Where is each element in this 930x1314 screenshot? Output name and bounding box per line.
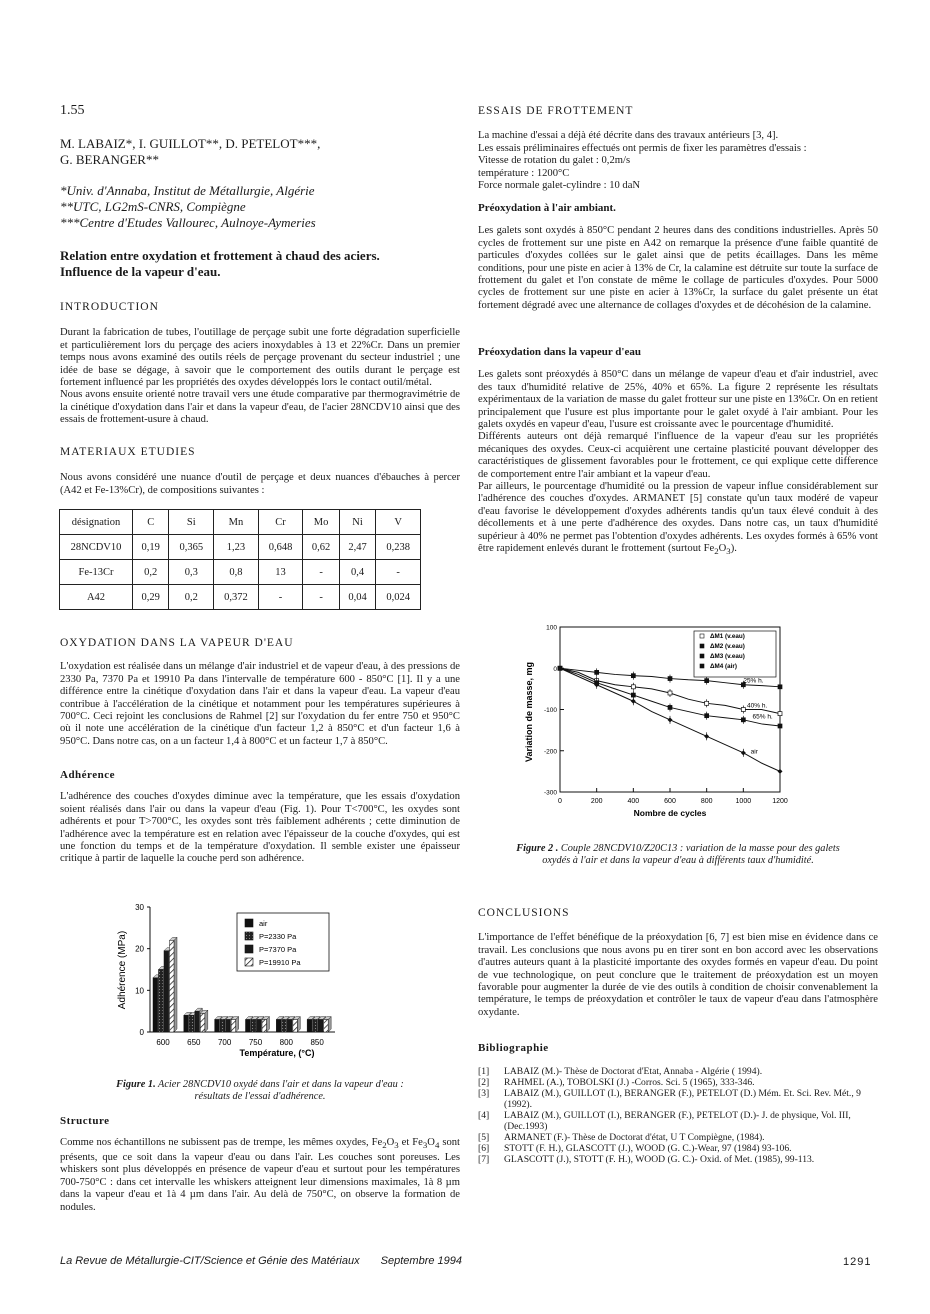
conclusions-heading: CONCLUSIONS <box>478 907 570 919</box>
table-cell: A42 <box>60 585 133 610</box>
bar <box>184 1015 189 1032</box>
materials-text: Nous avons considéré une nuance d'outil de perçage et deux nuances d'ébauches à percer (A42 et Fe-13%Cr), de compositions suivantes : <box>60 472 460 496</box>
table-header-cell: Ni <box>339 510 375 535</box>
data-point <box>741 750 746 755</box>
table-cell: 0,3 <box>169 560 214 585</box>
x-tick-label: 0 <box>558 798 562 805</box>
oxidation-text: L'oxydation est réalisée dans un mélange d'air industriel et de vapeur d'eau, à des pressions de 2330 Pa, 7370 Pa et 19910 Pa dans l'intervalle de température 600 - 850°C [1]. Il y a une différence entre la cinétique d'oxydation dans l'air et dans la vapeur d'eau. La vapeur d'eau contribue à l'accélération de la cinétique et notamment pour les températures supérieures à 700°C. Ceci rejoint les conclusions de Rahmel [2] sur l'oxydation du fer entre 750 et 950°C où il note une accélération de la cinétique d'un facteur 1,2 à 850°C et d'un facteur 1,6 à 950°C. Dans notre cas, on a un facteur 1,4 à 800°C et un facteur 1,7 à 850°C. <box>60 661 460 747</box>
affiliation-1: *Univ. d'Annaba, Institut de Métallurgie, Algérie <box>60 183 315 198</box>
table-cell: 28NCDV10 <box>60 535 133 560</box>
legend-label: P=7370 Pa <box>259 945 297 954</box>
table-cell: - <box>258 585 303 610</box>
bar <box>282 1020 287 1033</box>
bar <box>313 1020 318 1033</box>
conclusions-text: L'importance de l'effet bénéfique de la préoxydation [6, 7] est bien mise en évidence dans ce travail. Les conclusions que nous avons pu en tirer sont en bon accord avec les observations d'autres auteurs quant à la plasticité importante des oxydes formés en vapeur d'eau. Du point de vue technologique, on peut conclure que le traitement de préoxydation est un moyen favorable pour augmenter la durée de vie des outils à condition de choisir convenablement la température, le temps de préoxydation et contrôler le taux de vapeur d'eau dans l'atmosphère oxydante. <box>478 932 878 1018</box>
table-cell: - <box>303 560 339 585</box>
bar <box>246 1020 251 1033</box>
paper-number: 1.55 <box>60 103 85 118</box>
legend-label: P=2330 Pa <box>259 932 297 941</box>
table-cell: Fe-13Cr <box>60 560 133 585</box>
bar <box>324 1020 329 1033</box>
bar <box>226 1020 231 1033</box>
legend-swatch <box>245 932 253 940</box>
reference-item: [3] LABAIZ (M.), GUILLOT (I.), BERANGER (F.), PETELOT (D.) Mém. Et. Sci. Rev. Mét., 9 (1992). <box>478 1088 861 1111</box>
reference-item: [7] GLASCOTT (J.), STOTT (F. H.), WOOD (G. C.)- Oxid. of Met. (1985), 99-113. <box>478 1154 815 1166</box>
reference-item: [2] RAHMEL (A.), TOBOLSKI (J.) -Corros. Sci. 5 (1965), 333-346. <box>478 1077 755 1089</box>
table-cell: 0,19 <box>133 535 169 560</box>
table-cell: 0,024 <box>376 585 421 610</box>
x-tick-label: 800 <box>700 798 713 805</box>
figure-2-caption-line-2: oxydés à l'air et dans la vapeur d'eau à différents taux d'humidité. <box>542 855 814 866</box>
x-tick-label: 650 <box>187 1038 201 1047</box>
friction-line: Les essais préliminaires effectués ont permis de fixer les paramètres d'essais : <box>478 142 807 154</box>
preoxidation-air-heading: Préoxydation à l'air ambiant. <box>478 202 616 214</box>
table-cell: 0,2 <box>169 585 214 610</box>
bar <box>276 1020 281 1033</box>
legend-swatch <box>245 919 253 927</box>
y-tick-label: -300 <box>543 789 557 797</box>
bibliography-heading: Bibliographie <box>478 1042 549 1054</box>
data-point <box>778 685 782 689</box>
table-cell: 13 <box>258 560 303 585</box>
structure-text: Comme nos échantillons ne subissent pas de trempe, les mêmes oxydes, $Fe_2O_3$ et $Fe_3O_4$ sont présents, que ce soit dans la vapeur d'eau ou dans l'air. Les couches sont poreuses. Les whiskers sont plus développés en présence de vapeur d'eau et surtout pour les températures 700-750°C : dans cet intervalle les whiskers atteignent leur dimensions maximales, 1à 8 µm dans la vapeur d'eau et 1à 4 µm dans l'air. Au delà de 750°C, on observe la formation de nodules. <box>60 1137 461 1213</box>
table-header-cell: C <box>133 510 169 535</box>
x-tick-label: 800 <box>279 1038 294 1047</box>
reference-item: [5] ARMANET (F.)- Thèse de Doctorat d'état, U T Compiègne, (1984). <box>478 1132 765 1144</box>
x-tick-label: 1000 <box>735 798 752 805</box>
table-cell: 0,4 <box>339 560 375 585</box>
series-annotation: air <box>750 748 758 756</box>
legend-label: P=19910 Pa <box>259 958 301 967</box>
data-point <box>631 685 635 689</box>
bar <box>262 1020 267 1033</box>
figure-2-caption-line-1: Couple 28NCDV10/Z20C13 : variation de la masse pour des galets <box>560 843 840 854</box>
affiliation-2: **UTC, LG2mS-CNRS, Compiègne <box>60 199 246 214</box>
table-cell: 0,648 <box>258 535 303 560</box>
authors-line-1: M. LABAIZ*, I. GUILLOT**, D. PETELOT***, <box>60 136 321 151</box>
figure-2-line-chart <box>508 617 798 829</box>
y-tick-label: 10 <box>135 986 144 996</box>
series-annotation: 40% h. <box>747 702 768 710</box>
legend-label: ΔM4 (air) <box>710 663 737 670</box>
data-point <box>705 679 709 683</box>
x-tick-label: 200 <box>590 798 603 805</box>
adherence-text: L'adhérence des couches d'oxydes diminue avec la température, que les essais d'oxydation soient réalisés dans l'air ou dans la vapeur d'eau (Fig. 1). Pour T<700°C, les oxydes sont adhérents et pour T>700°C, les oxydes sont très faiblement adhérents ; cette diminution de l'adhérence avec la température est en relation avec l'épaisseur de la couche d'oxydes, qui est une fonction du temps et de la température d'oxydation. Il semble exister une épaisseur critique à partir de laquelle la couche perd son adhérence. <box>60 791 460 865</box>
series-annotation: 65% h. <box>752 713 773 721</box>
preoxidation-vapour-text-1: Les galets sont préoxydés à 850°C dans un mélange de vapeur d'eau et d'air industriel, avec des taux d'humidité relative de 25%, 40% et 65%. La figure 2 représente les résultats expérimentaux de la variation de masse du galet frotteur sur une piste en 13%Cr. On en retient principalement que l'usure est plus importante pour le galet oxydé à l'air ambiant. Pour les galets oxydés en vapeur d'eau, l'usure est croissante avec le pourcentage d'humidité. <box>478 369 878 431</box>
data-point <box>631 699 636 704</box>
paper-title <box>60 248 380 280</box>
y-tick-label: 0 <box>553 665 557 673</box>
oxidation-heading: OXYDATION DANS LA VAPEUR D'EAU <box>60 637 294 649</box>
bar-side <box>205 1010 208 1032</box>
friction-line: Force normale galet-cylindre : 10 daN <box>478 180 641 192</box>
table-header-row <box>60 510 421 535</box>
materials-heading: MATERIAUX ETUDIES <box>60 446 196 458</box>
affiliation-3: ***Centre d'Etudes Vallourec, Aulnoye-Aymeries <box>60 215 316 230</box>
legend-label: ΔM2 (v.eau) <box>710 643 745 650</box>
reference-item: [6] STOTT (F. H.), GLASCOTT (J.), WOOD (G. C.)-Wear, 97 (1984) 93-106. <box>478 1143 792 1155</box>
legend-marker <box>700 634 704 638</box>
table-cell: 0,29 <box>133 585 169 610</box>
preoxidation-air-text: Les galets sont oxydés à 850°C pendant 2 heures dans des conditions industrielles. Après 50 cycles de frottement sur une piste en A42 on remarque la présence d'une faible quantité de particules d'oxydes collées sur le galet ainsi que de petits écaillages. Dans les même conditions, pour une piste en acier à 13% de Cr, la calamine est détruite sur toute la surface de frottement du galet et l'on constate de même le collage de particules d'oxydes. Pour 5000 cycles de frottement sur une piste en acier à 13%Cr, la surface du galet présente un état fortement dégradé avec une alternance de collages d'oxydes et de décohésion de la calamine. <box>478 225 878 311</box>
y-axis-label: Adhérence (MPa) <box>117 930 128 1010</box>
legend-marker <box>700 644 704 648</box>
conclusions-section <box>478 907 878 1019</box>
table-row <box>60 560 421 585</box>
legend-label: ΔM3 (v.eau) <box>710 653 745 660</box>
x-tick-label: 850 <box>310 1038 324 1047</box>
authors-line-2: G. BERANGER** <box>60 152 159 167</box>
table-header-cell: Si <box>169 510 214 535</box>
table-cell: - <box>376 560 421 585</box>
figure-1-caption-line-1: Acier 28NCDV10 oxydé dans l'air et dans la vapeur d'eau : <box>158 1079 404 1090</box>
introduction-section <box>60 301 460 427</box>
data-point <box>778 724 782 728</box>
series-annotation: 25% h. <box>743 677 764 685</box>
x-tick-label: 600 <box>156 1038 170 1047</box>
x-axis-label: Température, (°C) <box>239 1048 315 1058</box>
y-tick-label: 100 <box>546 624 557 632</box>
bar <box>200 1013 205 1032</box>
bar <box>318 1020 323 1033</box>
data-point <box>631 693 635 697</box>
figure-1-caption-line-2: résultats de l'essai d'adhérence. <box>194 1091 326 1102</box>
legend-swatch <box>245 945 253 953</box>
figure-1-bar-chart <box>95 895 365 1065</box>
structure-section <box>60 1115 460 1214</box>
bar <box>307 1020 312 1033</box>
composition-table <box>59 509 421 610</box>
introduction-heading: INTRODUCTION <box>60 301 159 313</box>
data-point <box>668 705 672 709</box>
legend-swatch <box>245 958 253 966</box>
oxidation-section <box>60 637 460 748</box>
bar <box>195 1011 200 1032</box>
y-tick-label: 20 <box>135 944 144 954</box>
page-number: 1291 <box>843 1256 872 1268</box>
x-axis-label: Nombre de cycles <box>633 808 707 818</box>
figure-1-caption <box>60 1079 460 1103</box>
footer-journal <box>60 1255 462 1267</box>
preoxidation-vapour-text-3: Par ailleurs, le pourcentage d'humidité ou la pression de vapeur influe considérablement sur l'adhérence des couches d'oxydes. ARMANET [5] constate qu'un taux modéré de vapeur d'eau favorise le développement d'oxydes adhérents tandis qu'un taux élevé conduit à des décollements et à une perte d'adhérence des oxydes. Dans notre cas, un taux d'humidité supérieur à 40% ne permet pas l'obtention d'oxydes adhérents. Les oxydes formés à 65% vont être rapidement enlevés durant le frottement (surtout $Fe_2O_3$). <box>478 481 878 557</box>
data-point <box>595 670 599 674</box>
bar <box>170 940 175 1032</box>
friction-line: La machine d'essai a déjà été décrite dans des travaux antérieurs [3, 4]. <box>478 130 779 142</box>
footer-date: Septembre 1994 <box>380 1255 463 1267</box>
preoxidation-vapour-section <box>478 346 878 558</box>
adherence-heading: Adhérence <box>60 769 116 781</box>
x-tick-label: 700 <box>217 1038 232 1047</box>
data-point <box>741 718 745 722</box>
figure-2-label: Figure 2 . <box>516 843 559 854</box>
legend-label: air <box>259 919 268 928</box>
table-cell: 0,2 <box>133 560 169 585</box>
footer-journal-name: La Revue de Métallurgie-CIT/Science et Génie des Matériaux <box>60 1255 360 1267</box>
table-cell: 2,47 <box>339 535 375 560</box>
materials-section <box>60 446 460 497</box>
preoxidation-air-section <box>478 202 878 312</box>
reference-item: [1] LABAIZ (M.)- Thèse de Doctorat d'Etat, Annaba - Algérie ( 1994). <box>478 1066 763 1078</box>
authors <box>60 136 320 168</box>
table-row <box>60 585 421 610</box>
table-header-cell: V <box>376 510 421 535</box>
y-tick-label: 0 <box>139 1028 144 1037</box>
data-point <box>704 734 709 739</box>
data-point <box>631 674 635 678</box>
bar <box>287 1020 292 1033</box>
friction-parameters <box>478 130 878 192</box>
table-cell: 0,365 <box>169 535 214 560</box>
x-tick-label: 750 <box>248 1038 263 1047</box>
y-tick-label: -100 <box>543 707 557 714</box>
table-cell: 0,238 <box>376 535 421 560</box>
preoxidation-vapour-heading: Préoxydation dans la vapeur d'eau <box>478 346 641 358</box>
friction-line: température : 1200°C <box>478 167 570 179</box>
figure-2-caption <box>478 843 878 867</box>
legend-marker <box>700 654 704 658</box>
table-header-cell: Mn <box>214 510 259 535</box>
data-point <box>778 769 783 774</box>
data-point <box>778 712 782 716</box>
y-axis-label: Variation de masse, mg <box>524 661 534 763</box>
table-header-cell: Mo <box>303 510 339 535</box>
friction-line: Vitesse de rotation du galet : 0,2m/s <box>478 155 631 167</box>
friction-heading: ESSAIS DE FROTTEMENT <box>478 105 634 117</box>
table-cell: 0,372 <box>214 585 259 610</box>
data-point <box>668 691 672 695</box>
table-header-cell: désignation <box>60 510 133 535</box>
bar <box>293 1020 298 1033</box>
paper-title-line-1: Relation entre oxydation et frottement à chaud des aciers. <box>60 248 380 263</box>
introduction-text-2: Nous avons ensuite orienté notre travail vers une étude comparative par thermogravimétrie de la cinétique d'oxydation dans l'air et dans la vapeur d'eau, de l'acier 28NCDV10 ainsi que des essais de frottement-usure à chaud. <box>60 389 460 426</box>
y-tick-label: 30 <box>135 903 144 912</box>
table-cell: - <box>303 585 339 610</box>
legend-marker <box>700 664 704 668</box>
data-point <box>741 708 745 712</box>
friction-section <box>478 105 878 192</box>
figure-1-label: Figure 1. <box>116 1079 156 1090</box>
bar <box>189 1015 194 1032</box>
introduction-text: Durant la fabrication de tubes, l'outillage de perçage subit une forte dégradation superficielle et particulièrement lors du perçage des aciers inoxydables à 13 et 22%Cr. Dans un premier temps nous avons examiné des outils réels de perçage provenant du secteur industriel ; une idée de base se dégage, à savoir que le comportement des outils durant le perçage est fortement influencé par les propriétés des oxydes développés lors le contact outil/métal. <box>60 327 460 389</box>
legend-label: ΔM1 (v.eau) <box>710 633 745 640</box>
bar <box>251 1020 256 1033</box>
bar <box>153 978 158 1032</box>
x-tick-label: 600 <box>664 798 676 805</box>
bar <box>220 1020 225 1033</box>
bar <box>231 1020 236 1033</box>
paper-title-line-2: Influence de la vapeur d'eau. <box>60 264 221 279</box>
data-point <box>705 714 709 718</box>
adherence-section <box>60 769 460 866</box>
y-tick-label: -200 <box>543 748 557 756</box>
affiliations <box>60 183 316 231</box>
reference-list <box>478 1066 878 1165</box>
structure-heading: Structure <box>60 1115 110 1127</box>
x-tick-label: 400 <box>627 798 640 805</box>
reference-item: [4] LABAIZ (M.), GUILLOT (I.), BERANGER (F.), PETELOT (D.)- J. de physique, Vol. III, (Dec.1993) <box>478 1110 851 1133</box>
bar <box>257 1020 262 1033</box>
data-point <box>668 677 672 681</box>
table-cell: 1,23 <box>214 535 259 560</box>
table-cell: 0,04 <box>339 585 375 610</box>
x-tick-label: 1200 <box>772 798 788 805</box>
data-point <box>668 717 673 722</box>
bar <box>159 970 164 1033</box>
table-header-cell: Cr <box>258 510 303 535</box>
table-cell: 0,8 <box>214 560 259 585</box>
table-cell: 0,62 <box>303 535 339 560</box>
preoxidation-vapour-text-2: Différents auteurs ont déjà remarqué l'influence de la vapeur d'eau sur les propriétés mécaniques des oxydes. Ceux-ci acquièrent une certaine plasticité pouvant développer des caractéristiques de glissement favorables pour le frottement, ce qui explique cette difference de comportement entre l'air ambiant et la vapeur d'eau. <box>478 431 878 480</box>
bibliography-section <box>478 1042 878 1165</box>
bar-side <box>174 937 177 1032</box>
bar <box>215 1020 220 1033</box>
data-point <box>705 701 709 705</box>
bar <box>164 951 169 1032</box>
table-row <box>60 535 421 560</box>
